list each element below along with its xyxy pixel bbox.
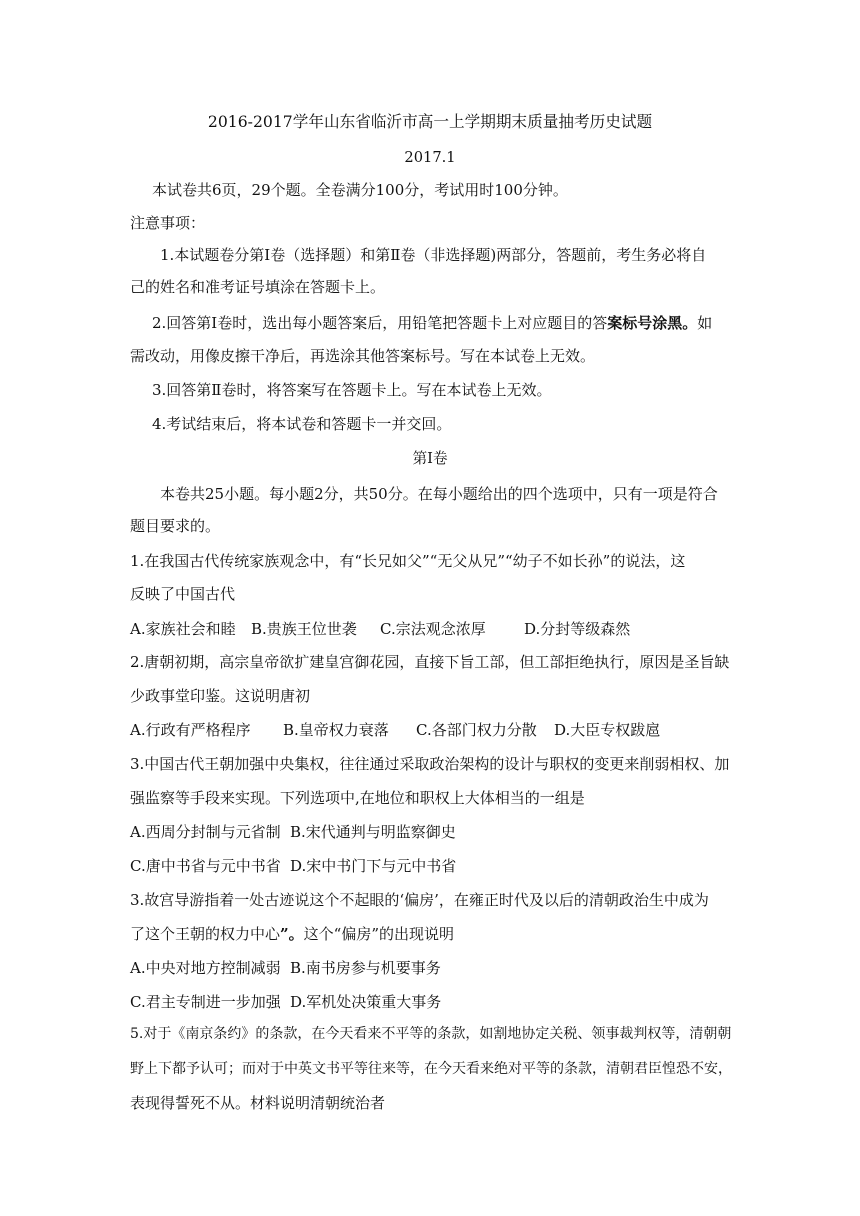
question-1-stem-line-2: 反映了中国古代 xyxy=(130,585,236,603)
question-3-option-d: D.宋中书门下与元中书省 xyxy=(290,857,457,875)
question-4-stem-line-2 xyxy=(130,924,454,944)
question-4-option-b: B.南书房参与机要事务 xyxy=(290,959,441,977)
note-2-text: 2.回答第Ⅰ卷时，选出每小题答案后，用铅笔把答题卡上对应题目的答 xyxy=(152,314,608,332)
exam-title: 2016-2017学年山东省临沂市高一上学期期末质量抽考历史试题 xyxy=(207,112,653,131)
question-4-stem-quote: ”。 xyxy=(280,925,304,943)
section-desc-line-1: 本卷共25小题。每小题2分，共50分。在每小题给出的四个选项中，只有一项是符合 xyxy=(160,485,718,503)
note-2-line-2: 需改动，用像皮擦干净后，再选涂其他答案标号。写在本试卷上无效。 xyxy=(130,347,596,365)
note-2-emphasis: 案标号涂黑。 xyxy=(607,314,698,332)
note-2-line-1 xyxy=(152,313,712,333)
question-5-stem-line-2: 野上下都予认可；而对于中英文书平等往来等，在今天看来绝对平等的条款，清朝君臣惶恐不安， xyxy=(130,1061,732,1077)
question-4-stem-tail: 这个“偏房”的出现说明 xyxy=(303,925,454,943)
question-4-stem-text: 了这个王朝的权力中心 xyxy=(130,925,281,943)
note-3: 3.回答第Ⅱ卷时，将答案写在答题卡上。写在本试卷上无效。 xyxy=(152,381,552,399)
question-2-option-d: D.大臣专权跋扈 xyxy=(554,721,661,739)
question-3-option-a: A.西周分封制与元省制 xyxy=(130,823,281,841)
note-1-line-1: 1.本试题卷分第Ⅰ卷（选择题）和第Ⅱ卷（非选择题)两部分，答题前，考生务必将自 xyxy=(160,246,707,264)
exam-date: 2017.1 xyxy=(404,149,456,166)
section-title: 第Ⅰ卷 xyxy=(412,450,448,467)
section-desc-line-2: 题目要求的。 xyxy=(130,517,221,535)
note-1-line-2: 己的姓名和准考证号填涂在答题卡上。 xyxy=(130,278,386,296)
question-4-option-c: C.君主专制进一步加强 xyxy=(130,993,281,1011)
question-3-stem-line-1: 3.中国古代王朝加强中央集权，往往通过采取政治架构的设计与职权的变更来削弱相权、加 xyxy=(130,755,730,773)
question-3-option-b: B.宋代通判与明监察御史 xyxy=(290,823,456,841)
exam-intro: 本试卷共6页，29个题。全卷满分100分，考试用时100分钟。 xyxy=(152,181,568,199)
question-4-option-a: A.中央对地方控制减弱 xyxy=(130,959,281,977)
note-4: 4.考试结束后，将本试卷和答题卡一并交回。 xyxy=(152,415,452,433)
question-4-option-d: D.军机处决策重大事务 xyxy=(290,993,442,1011)
question-1-option-c: C.宗法观念浓厚 xyxy=(380,620,486,638)
question-3-stem-line-2: 强监察等手段来实现。下列选项中,在地位和职权上大体相当的一组是 xyxy=(130,789,585,807)
notes-heading: 注意事项： xyxy=(130,214,206,232)
question-1-option-a: A.家族社会和睦 xyxy=(130,620,236,638)
question-1-stem-line-1: 1.在我国古代传统家族观念中，有“长兄如父”“无父从兄”“幼子不如长孙”的说法，这 xyxy=(130,552,686,570)
question-4-stem-line-1: 3.故宫导游指着一处古迹说这个不起眼的‘偏房’，在雍正时代及以后的清朝政治生中成为 xyxy=(130,891,709,909)
question-5-stem-line-1: 5.对于《南京条约》的条款，在今天看来不平等的条款，如割地协定关税、领事裁判权等，清朝朝 xyxy=(130,1026,732,1042)
question-1-option-b: B.贵族王位世袭 xyxy=(251,620,357,638)
note-2-tail: 如 xyxy=(697,314,713,332)
question-3-option-c: C.唐中书省与元中书省 xyxy=(130,857,281,875)
question-2-stem-line-1: 2.唐朝初期，高宗皇帝欲扩建皇宫御花园，直接下旨工部，但工部拒绝执行，原因是圣旨缺 xyxy=(130,653,730,671)
question-1-option-d: D.分封等级森然 xyxy=(524,620,631,638)
question-2-option-c: C.各部门权力分散 xyxy=(416,721,537,739)
question-5-stem-line-3: 表现得誓死不从。材料说明清朝统治者 xyxy=(130,1094,386,1112)
question-2-option-b: B.皇帝权力衰落 xyxy=(283,721,389,739)
question-2-stem-line-2: 少政事堂印鉴。这说明唐初 xyxy=(130,687,311,705)
question-2-option-a: A.行政有严格程序 xyxy=(130,721,251,739)
